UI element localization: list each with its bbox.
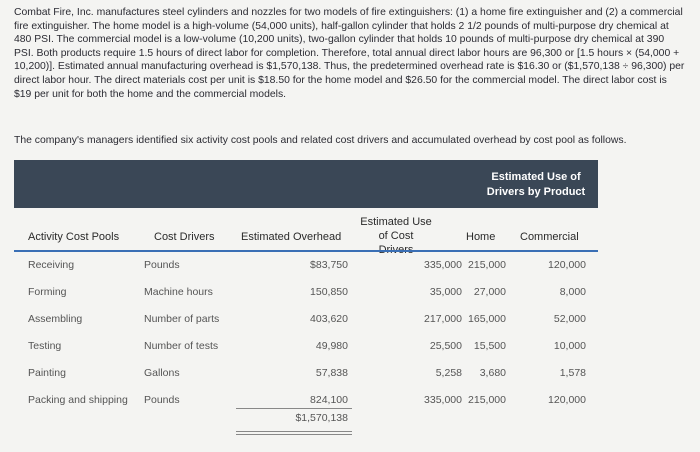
table-row (14, 283, 598, 303)
use-cell: 217,000 (424, 313, 462, 325)
driver-cell: Pounds (144, 259, 180, 271)
table-row (14, 310, 598, 330)
driver-cell: Pounds (144, 394, 180, 406)
table-row (14, 337, 598, 357)
activity-cell: Forming (28, 286, 67, 298)
total-double-rule-2 (236, 434, 352, 435)
overhead-cell: 49,980 (315, 340, 348, 352)
use-cell: 335,000 (424, 394, 462, 406)
home-cell: 3,680 (479, 367, 506, 379)
activity-cell: Packing and shipping (28, 394, 128, 406)
table-lead-text: The company's managers identified six activity cost pools and related cost drivers and accumulated overhead by cost pool as follows. (14, 135, 627, 146)
home-cell: 165,000 (468, 313, 506, 325)
activity-cell: Receiving (28, 259, 75, 271)
overhead-cell: 403,620 (310, 313, 348, 325)
col-header-driver: Cost Drivers (154, 231, 215, 243)
overhead-cell: 150,850 (310, 286, 348, 298)
total-rule-top (236, 408, 352, 409)
driver-cell: Number of tests (144, 340, 219, 352)
col-header-activity: Activity Cost Pools (28, 231, 120, 243)
activity-cost-table (14, 160, 598, 424)
overhead-cell: 824,100 (310, 394, 348, 406)
table-row (14, 256, 598, 276)
table-row (14, 364, 598, 384)
total-row (14, 410, 598, 430)
use-cell: 335,000 (424, 259, 462, 271)
commercial-cell: 52,000 (553, 313, 586, 325)
use-cell: 35,000 (429, 286, 462, 298)
home-cell: 27,000 (473, 286, 506, 298)
col-header-estimated-use: Estimated Use of Cost (360, 216, 432, 242)
activity-cell: Assembling (28, 313, 83, 325)
commercial-cell: 120,000 (548, 259, 586, 271)
use-cell: 5,258 (435, 367, 462, 379)
commercial-cell: 10,000 (553, 340, 586, 352)
driver-cell: Machine hours (144, 286, 213, 298)
overhead-cell: $83,750 (310, 259, 348, 271)
home-cell: 15,500 (473, 340, 506, 352)
total-double-rule (236, 431, 352, 432)
col-header-home: Home (466, 231, 496, 243)
total-overhead-cell: $1,570,138 (295, 412, 348, 424)
commercial-cell: 1,578 (559, 367, 586, 379)
commercial-cell: 120,000 (548, 394, 586, 406)
activity-cell: Testing (28, 340, 62, 352)
overhead-cell: 57,838 (315, 367, 348, 379)
driver-cell: Gallons (144, 367, 180, 379)
header-underline (14, 250, 598, 252)
driver-cell: Number of parts (144, 313, 220, 325)
problem-intro-text: Combat Fire, Inc. manufactures steel cylinders and nozzles for two models of fire extinguishers: (1) a home fire extinguisher and (2) a commercial fire extinguisher. The home model is a high-volume (54,000 units), half-gallon cylinder that holds 2 1/2 pounds of multi-purpose dry chemical at 480 PSI. The commercial model is a low-volume (10,200 units), two-gallon cylinder that holds 10 pounds of multi-purpose dry chemical at 390 PSI. Both products require 1.5 hours of direct labor for completion. Therefore, total annual direct labor hours are 96,300 or [1.5 hours × (54,000 + 10,200)]. Estimated annual manufacturing overhead is $1,570,138. Thus, the predetermined overhead rate is $16.30 or ($1,570,138 ÷ 96,300) per direct labor hour. The direct materials cost per unit is $18.50 for the home model and $26.50 for the commercial model. The direct labor cost is $19 per unit for both the home and the commercial models. (14, 7, 685, 100)
activity-cell: Painting (28, 367, 66, 379)
home-cell: 215,000 (468, 394, 506, 406)
home-cell: 215,000 (468, 259, 506, 271)
col-header-overhead: Estimated Overhead (241, 231, 342, 243)
drivers-by-product-heading: Estimated Use of Drivers by Product (486, 171, 586, 198)
use-cell: 25,500 (429, 340, 462, 352)
commercial-cell: 8,000 (559, 286, 586, 298)
col-header-commercial: Commercial (520, 231, 579, 243)
